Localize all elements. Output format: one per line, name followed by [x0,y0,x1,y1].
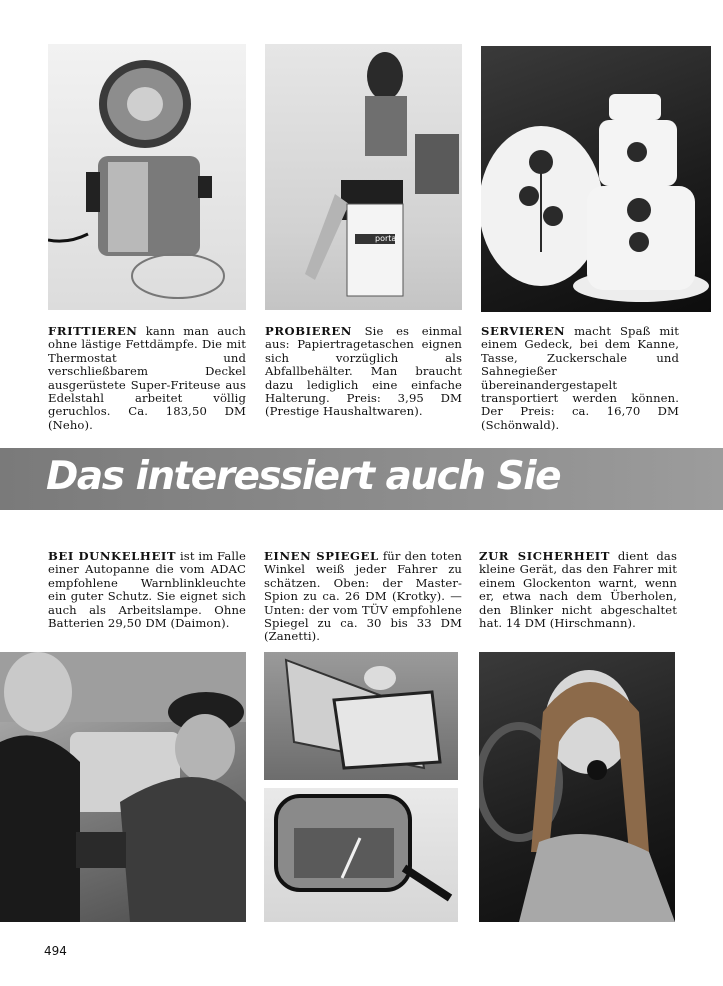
section-title: Das interessiert auch Sie [46,454,561,499]
caption-lead: ZUR SICHERHEIT [479,549,611,563]
photo-mirror-bottom [264,788,458,922]
caption-lead: EINEN SPIEGEL [264,549,379,563]
caption-body: macht Spaß mit einem Gedeck, bei dem Kanne, Tasse, Zuckerschale und Sahnegießer übereinandergestapelt transportiert werden können. Der Preis: ca. 16,70 DM (Schönwald). [481,324,679,432]
caption-body: ist im Falle einer Autopanne die vom ADAC empfohlene Warnblinkleuchte ein guter Schutz. Sie eignet sich auch als Arbeitslampe. Ohne Batterien 29,50 DM (Daimon). [48,549,246,631]
caption-dunkelheit [48,550,246,630]
caption-body: Sie es einmal aus: Papiertragetaschen eignen sich vorzüglich als Abfallbehälter. Man braucht dazu lediglich eine einfache Halterung. Preis: 3,95 DM (Prestige Haushaltwaren). [265,324,462,419]
section-banner [0,448,723,510]
photo-safety-device [479,652,675,922]
photo-fryer [48,44,246,310]
photo-bag-holder [265,44,462,310]
caption-lead: PROBIEREN [265,324,352,338]
caption-probieren [265,325,462,419]
caption-servieren [481,325,679,432]
caption-lead: FRITTIEREN [48,324,138,338]
caption-fritieren [48,325,246,432]
photo-warning-lamp [0,652,246,922]
caption-body: dient das kleine Gerät, das den Fahrer mit einem Glockenton warnt, wenn er, etwa nach dem Überholen, den Blinker nicht abgeschaltet hat. 14 DM (Hirschmann). [479,549,677,631]
caption-body: für den toten Winkel weiß jeder Fahrer zu schätzen. Oben: der Master-Spion zu ca. 26 DM (Krotky). — Unten: der vom TÜV empfohlene Spiegel zu ca. 30 bis 33 DM (Zanetti). [264,549,462,644]
photo-mirror-top [264,652,458,780]
caption-sicherheit [479,550,677,630]
caption-body: kann man auch ohne lästige Fettdämpfe. Die mit Thermostat und verschließbarem Deckel ausgerüstete Super-Friteuse aus Edelstahl arbeitet völlig geruchlos. Ca. 183,50 DM (Neho). [48,324,246,432]
caption-lead: BEI DUNKELHEIT [48,549,177,563]
page-number: 494 [44,944,67,958]
caption-lead: SERVIEREN [481,324,566,338]
bag-print-text: porta [375,234,397,243]
caption-spiegel [264,550,462,644]
photo-tea-set [481,46,711,312]
